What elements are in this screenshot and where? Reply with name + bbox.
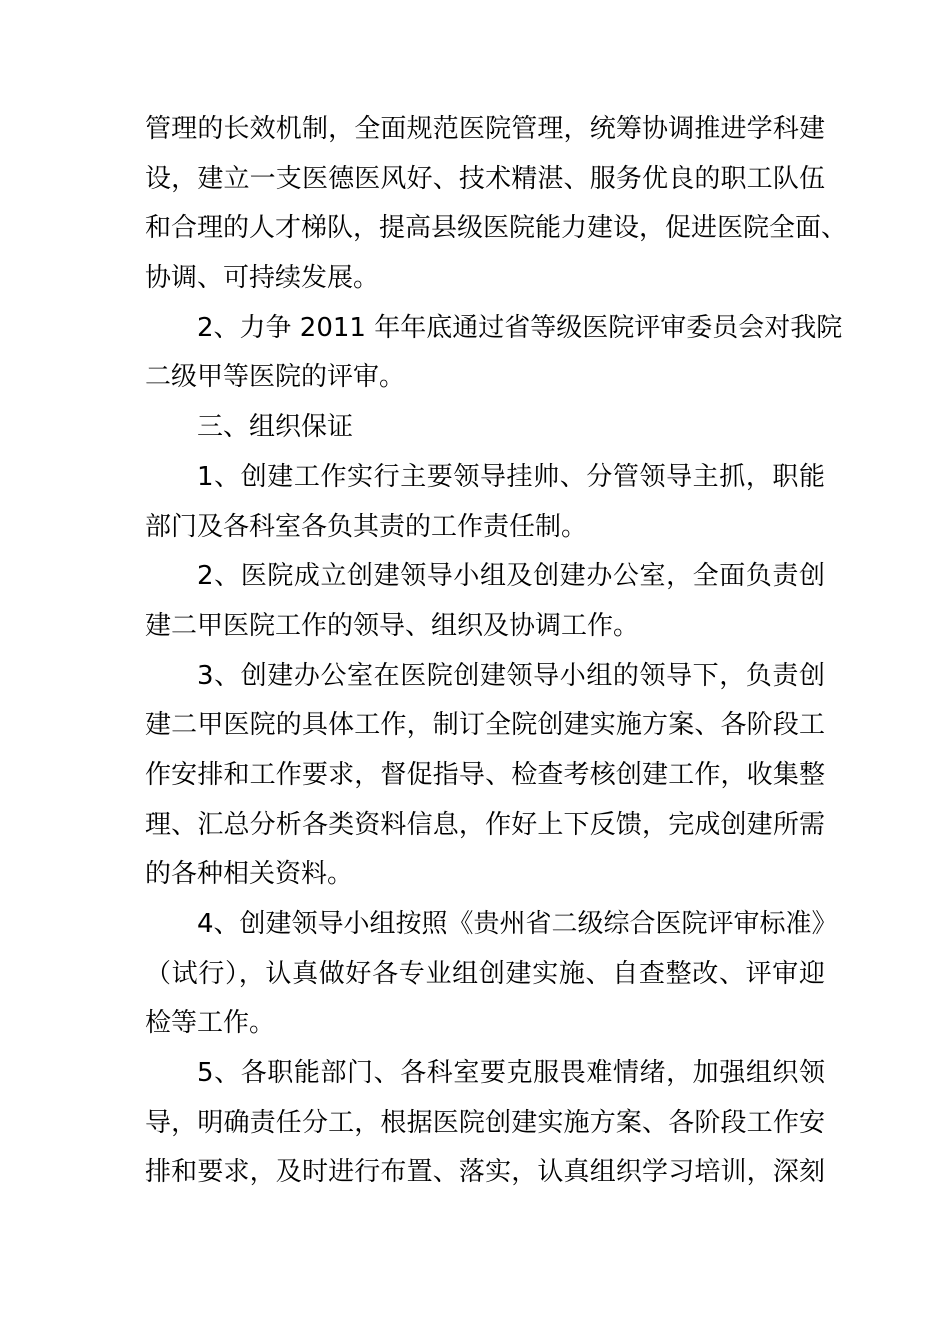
text-line: 管理的长效机制，全面规范医院管理，统筹协调推进学科建 [145, 114, 825, 144]
text-line: 建二甲医院工作的领导、组织及协调工作。 [145, 610, 640, 641]
text-line: （试行），认真做好各专业组创建实施、自查整改、评审迎 [145, 958, 825, 989]
text-line: 的各种相关资料。 [145, 859, 354, 890]
section-heading: 三、组织保证 [197, 412, 354, 443]
text-line: 3、创建办公室在医院创建领导小组的领导下，负责创 [197, 660, 825, 691]
text-line: 协调、可持续发展。 [145, 263, 380, 294]
text-line: 二级甲等医院的评审。 [145, 362, 406, 393]
text-line: 设，建立一支医德医风好、技术精湛、服务优良的职工队伍 [145, 163, 825, 194]
text-line: 1、创建工作实行主要领导挂帅、分管领导主抓，职能 [197, 461, 825, 492]
text-line: 和合理的人才梯队，提高县级医院能力建设，促进医院全面、 [145, 213, 848, 244]
text-line: 排和要求，及时进行布置、落实，认真组织学习培训，深刻 [145, 1157, 825, 1188]
text-line: 理、汇总分析各类资料信息，作好上下反馈，完成创建所需 [145, 809, 825, 840]
text-line: 导，明确责任分工，根据医院创建实施方案、各阶段工作安 [145, 1107, 825, 1138]
text-line: 检等工作。 [145, 1008, 276, 1039]
text-line: 5、各职能部门、各科室要克服畏难情绪，加强组织领 [197, 1058, 825, 1089]
text-line: 部门及各科室各负其责的工作责任制。 [145, 511, 588, 542]
text-line: 4、创建领导小组按照《贵州省二级综合医院评审标准》 [197, 909, 838, 939]
body-text [145, 105, 848, 1198]
text-line: 2、力争 2011 年年底通过省等级医院评审委员会对我院 [197, 312, 843, 343]
text-line: 作安排和工作要求，督促指导、检查考核创建工作，收集整 [145, 759, 825, 790]
text-line: 2、医院成立创建领导小组及创建办公室，全面负责创 [197, 561, 825, 592]
text-line: 建二甲医院的具体工作，制订全院创建实施方案、各阶段工 [145, 710, 825, 741]
